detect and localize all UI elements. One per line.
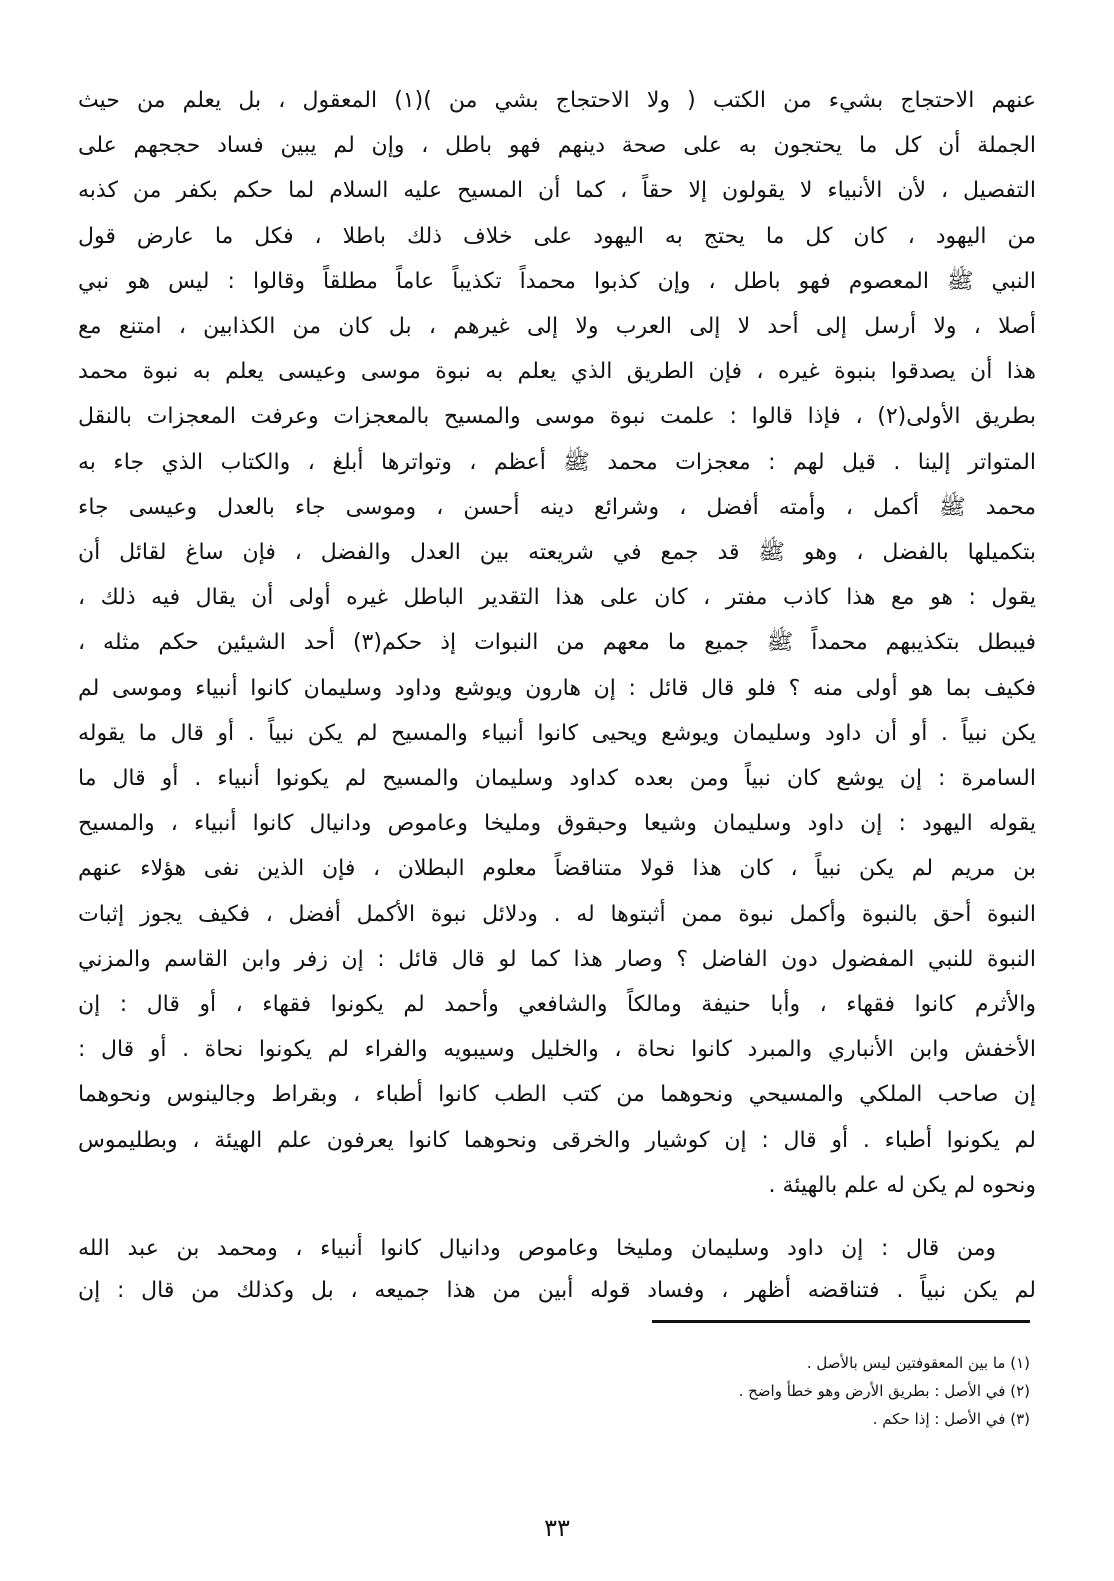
text-line: لم يكونوا أطباء . أو قال : إن كوشيار والخرقى ونحوهما كانوا يعرفون علم الهيئة ، وبطليموس	[78, 1127, 1036, 1153]
text-line: يكن نبياً . أو أن داود وسليمان ويوشع ويحيى كانوا أنبياء والمسيح لم يكن نبياً . أو قال ما يقوله	[78, 720, 1036, 746]
text-line: هذا أن يصدقوا بنبوة غيره ، فإن الطريق الذي يعلم به نبوة موسى وعيسى يعلم به نبوة محمد	[78, 359, 1036, 385]
text-line: لم يكن نبياً . فتناقضه أظهر ، وفساد قوله أبين من هذا جميعه ، بل وكذلك من قال : إن	[78, 1278, 1036, 1303]
text-line: التفصيل ، لأن الأنبياء لا يقولون إلا حقاً ، كما أن المسيح عليه السلام لما حكم بكفر من كذبه	[78, 178, 1036, 204]
text-line: ومن قال : إن داود وسليمان ومليخا وعاموص ودانيال كانوا أنبياء ، ومحمد بن عبد الله	[78, 1236, 996, 1261]
text-line: بن مريم لم يكن نبياً ، كان هذا قولا متناقضاً معلوم البطلان ، فإن الذين نفى هؤلاء عنهم	[78, 856, 1036, 882]
footnote-1: (١) ما بين المعقوفتين ليس بالأصل .	[806, 1354, 1030, 1372]
text-line: المتواتر إلينا . قيل لهم : معجزات محمد ﷺ أعظم ، وتواترها أبلغ ، والكتاب الذي جاء به	[78, 449, 1036, 475]
text-line: النبي ﷺ المعصوم فهو باطل ، وإن كذبوا محمداً تكذيباً عاماً مطلقاً وقالوا : ليس هو نبي	[78, 268, 1036, 294]
text-line: أصلا ، ولا أرسل إلى أحد لا إلى العرب ولا إلى غيرهم ، بل كان من الكذابين ، امتنع مع	[78, 314, 1036, 339]
text-line: يقوله اليهود : إن داود وسليمان وشيعا وحبقوق ومليخا وعاموص ودانيال كانوا أنبياء ، والمسيح	[78, 811, 1036, 837]
text-line: فكيف بما هو أولى منه ؟ فلو قال قائل : إن هارون ويوشع وداود وسليمان كانوا أنبياء وموسى لم	[78, 675, 1036, 701]
text-line: النبوة للنبي المفضول دون الفاضل ؟ وصار هذا كما لو قال قائل : إن زفر وابن القاسم والمزني	[78, 946, 1036, 972]
text-line: الجملة أن كل ما يحتجون به على صحة دينهم فهو باطل ، وإن لم يبين فساد حججهم على	[78, 133, 1036, 159]
text-line: الأخفش وابن الأنباري والمبرد كانوا نحاة ، والخليل وسيبويه والفراء لم يكونوا نحاة . أو قال :	[78, 1037, 1036, 1063]
text-line: ونحوه لم يكن له علم بالهيئة .	[768, 1172, 1036, 1198]
text-line: عنهم الاحتجاج بشيء من الكتب ( ولا الاحتجاج بشي من )(١) المعقول ، بل يعلم من حيث	[78, 88, 1036, 113]
text-line: السامرة : إن يوشع كان نبياً ومن بعده كداود وسليمان والمسيح لم يكونوا أنبياء . أو قال ما	[78, 766, 1036, 791]
text-line: بطريق الأولى(٢) ، فإذا قالوا : علمت نبوة موسى والمسيح بالمعجزات وعرفت المعجزات بالنقل	[78, 404, 1036, 430]
text-line: من اليهود ، كان كل ما يحتج به اليهود على خلاف ذلك باطلا ، فكل ما عارض قول	[78, 223, 1036, 249]
page-number: ٣٣	[544, 1514, 570, 1542]
text-line: يقول : هو مع هذا كاذب مفتر ، كان على هذا التقدير الباطل غيره أولى أن يقال فيه ذلك ،	[78, 585, 1036, 611]
footnote-2: (٢) في الأصل : بطريق الأرض وهو خطأ واضح .	[738, 1382, 1030, 1400]
footnote-3: (٣) في الأصل : إذا حكم .	[872, 1410, 1030, 1428]
text-line: محمد ﷺ أكمل ، وأمته أفضل ، وشرائع دينه أحسن ، وموسى جاء بالعدل وعيسى جاء	[78, 494, 1036, 520]
footnote-divider	[652, 1320, 1030, 1323]
text-line: فيبطل بتكذيبهم محمداً ﷺ جميع ما معهم من النبوات إذ حكم(٣) أحد الشيئين حكم مثله ،	[78, 630, 1037, 656]
text-line: إن صاحب الملكي والمسيحي ونحوهما من كتب الطب كانوا أطباء ، وبقراط وجالينوس ونحوهما	[78, 1082, 1036, 1108]
text-line: والأثرم كانوا فقهاء ، وأبا حنيفة ومالكاً والشافعي وأحمد لم يكونوا فقهاء ، أو قال : إن	[78, 992, 1036, 1017]
text-line: بتكميلها بالفضل ، وهو ﷺ قد جمع في شريعته بين العدل والفضل ، فإن ساغ لقائل أن	[78, 540, 1036, 565]
text-line: النبوة أحق بالنبوة وأكمل نبوة ممن أثبتوها له . ودلائل نبوة الأكمل أفضل ، فكيف يجوز إثبات	[78, 901, 1036, 927]
